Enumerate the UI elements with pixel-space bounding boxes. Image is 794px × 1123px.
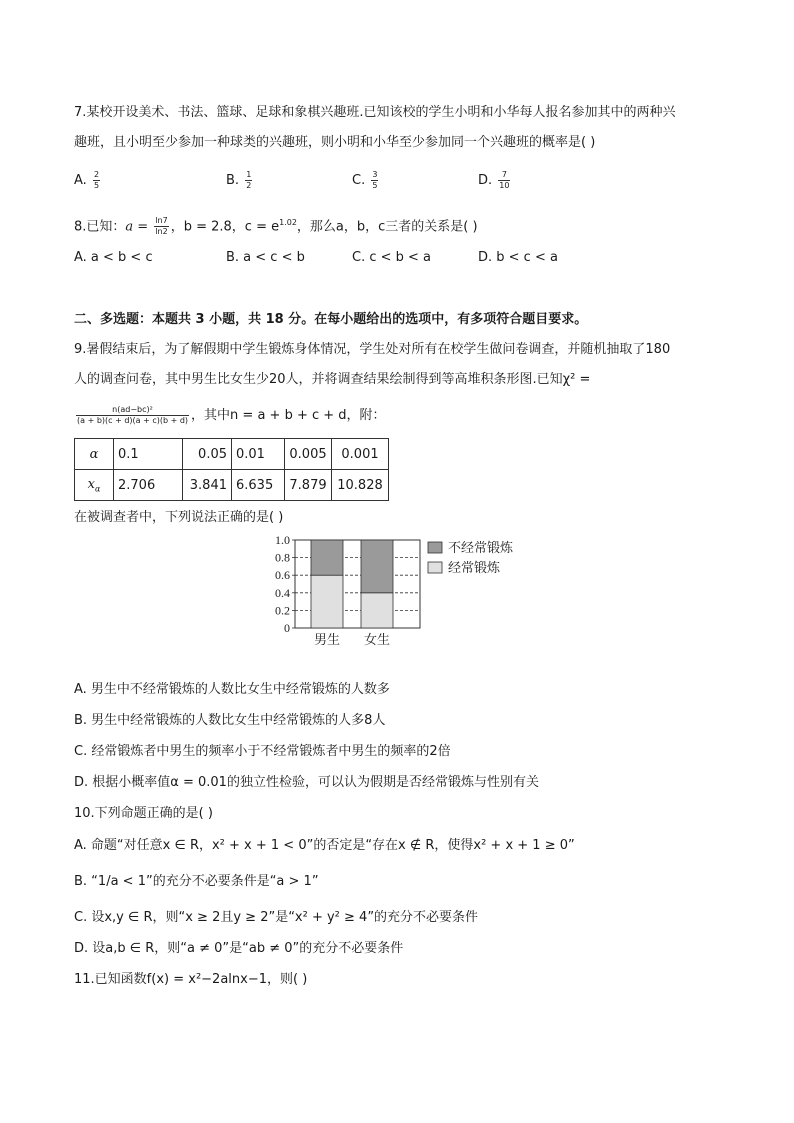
q7-option-c[interactable]: C. $\frac{3}{5}$ bbox=[352, 170, 378, 190]
bar-segment bbox=[361, 593, 393, 628]
section-2-header: 二、多选题：本题共 3 小题，共 18 分。在每小题给出的选项中，有多项符合题目要求。 bbox=[74, 312, 588, 327]
q7-option-d[interactable]: D. $\frac{7}{10}$ bbox=[478, 170, 510, 190]
table-row: $x_\alpha$ 2.706 3.841 6.635 7.879 10.828 bbox=[75, 470, 389, 501]
q8-stem: 8.已知：a = $\frac{\ln 7}{\ln 2}$ ，b = 2.8，$c = e^{1.02}$，那么a，b，c三者的关系是( ) bbox=[74, 216, 478, 237]
q8-options bbox=[74, 246, 774, 270]
bar-segment bbox=[311, 575, 343, 628]
y-tick-label: 0.6 bbox=[275, 568, 290, 583]
q8-option-b[interactable]: B. a < c < b bbox=[226, 250, 305, 265]
legend-label: 不经常锻炼 bbox=[448, 541, 514, 556]
q8-option-c[interactable]: C. c < b < a bbox=[352, 250, 432, 265]
q9-option-d[interactable]: D. 根据小概率值α = 0.01的独立性检验，可以认为假期是否经常锻炼与性别有关 bbox=[74, 775, 539, 790]
y-tick-label: 0.2 bbox=[275, 603, 290, 618]
y-tick-label: 1.0 bbox=[275, 533, 290, 547]
q10-option-b[interactable]: B. “1/a < 1”的充分不必要条件是“a > 1” bbox=[74, 874, 319, 889]
y-tick-label: 0.4 bbox=[275, 585, 290, 600]
q9-stem-line1: 9.暑假结束后，为了解假期中学生锻炼身体情况，学生处对所有在校学生做问卷调查，并随机抽取了180 bbox=[74, 342, 671, 357]
x-tick-label: 女生 bbox=[363, 633, 391, 648]
q10-option-d[interactable]: D. 设a,b ∈ R，则“a ≠ 0”是“ab ≠ 0”的充分不必要条件 bbox=[74, 941, 404, 956]
legend-swatch bbox=[428, 542, 442, 553]
table-header-alpha: α bbox=[75, 439, 114, 470]
q8-option-a[interactable]: A. a < b < c bbox=[74, 250, 153, 265]
x-tick-label: 男生 bbox=[313, 633, 341, 648]
q10-option-c[interactable]: C. 设x,y ∈ R，则“x ≥ 2且y ≥ 2”是“x² + y² ≥ 4”的充分不必要条件 bbox=[74, 910, 479, 925]
table-header-x: $x_\alpha$ bbox=[75, 470, 114, 501]
q8-option-d[interactable]: D. b < c < a bbox=[478, 250, 558, 265]
legend-swatch bbox=[428, 562, 442, 573]
bar-segment bbox=[311, 540, 343, 575]
bar-segment bbox=[361, 540, 393, 593]
table-row: α 0.1 0.05 0.01 0.005 0.001 bbox=[75, 439, 389, 470]
legend-label: 经常锻炼 bbox=[448, 561, 501, 576]
critical-value-table bbox=[74, 438, 389, 501]
q9-option-a[interactable]: A. 男生中不经常锻炼的人数比女生中经常锻炼的人数多 bbox=[74, 682, 390, 697]
q7-option-b[interactable]: B. $\frac{1}{2}$ bbox=[226, 170, 252, 190]
q9-prompt: 在被调查者中，下列说法正确的是( ) bbox=[74, 510, 284, 525]
q9-formula-line: $\frac{\text{n(ad−bc)²}}{(a + b)(c + d)(a + c)(b + d)}$ ，其中n = a + b + c + d，附： bbox=[77, 405, 386, 425]
q10-option-a[interactable]: A. 命题“对任意x ∈ R，x² + x + 1 < 0”的否定是“存在x ∉ R，使得x² + x + 1 ≥ 0” bbox=[74, 838, 575, 853]
q9-option-c[interactable]: C. 经常锻炼者中男生的频率小于不经常锻炼者中男生的频率的2倍 bbox=[74, 744, 451, 759]
y-tick-label: 0 bbox=[284, 621, 290, 635]
q11-stem: 11.已知函数f(x) = x²−2alnx−1，则( ) bbox=[74, 972, 308, 987]
q9-stem-line2: 人的调查问卷，其中男生比女生少20人，并将调查结果绘制得到等高堆积条形图.已知χ² = bbox=[74, 372, 591, 387]
q9-option-b[interactable]: B. 男生中经常锻炼的人数比女生中经常锻炼的人多8人 bbox=[74, 713, 386, 728]
y-tick-label: 0.8 bbox=[275, 550, 290, 565]
chi-square-formula: $\frac{\text{n(ad−bc)²}}{(a + b)(c + d)(a + c)(b + d)}$ bbox=[77, 405, 189, 425]
q7-stem-line1: 7.某校开设美术、书法、篮球、足球和象棋兴趣班.已知该校的学生小明和小华每人报名参加其中的两种兴 bbox=[74, 105, 676, 120]
stacked-bar-chart bbox=[260, 530, 530, 648]
q10-stem: 10.下列命题正确的是( ) bbox=[74, 806, 213, 821]
q7-option-a[interactable]: A. $\frac{2}{5}$ bbox=[74, 170, 100, 190]
q7-stem-line2: 趣班，且小明至少参加一种球类的兴趣班，则小明和小华至少参加同一个兴趣班的概率是( ) bbox=[74, 135, 596, 150]
q7-options bbox=[74, 169, 774, 193]
